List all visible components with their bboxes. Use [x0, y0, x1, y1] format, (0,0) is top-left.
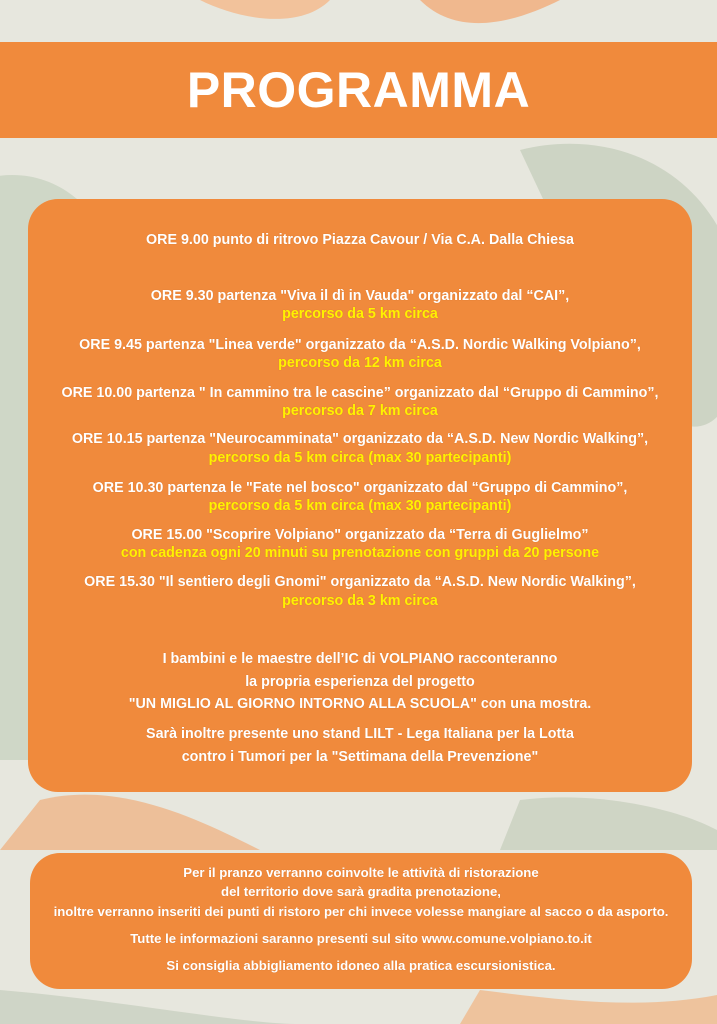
program-item-detail: percorso da 3 km circa — [282, 593, 438, 609]
website-text: Tutte le informazioni saranno presenti sul sito www.comune.volpiano.to.it — [130, 931, 592, 946]
program-item-detail: percorso da 5 km circa (max 30 partecipanti) — [208, 498, 512, 514]
clothing-advice-text: Si consiglia abbigliamento idoneo alla pratica escursionistica. — [166, 958, 556, 973]
program-panel — [28, 199, 692, 792]
program-item-detail: percorso da 7 km circa — [282, 403, 438, 419]
program-item-time: ORE 10.15 partenza "Neurocamminata" organizzato da “A.S.D. New Nordic Walking”, — [71, 431, 649, 447]
program-item-detail: percorso da 5 km circa — [282, 306, 438, 322]
info-text: Per il pranzo verranno coinvolte le attività di ristorazione — [183, 865, 539, 880]
program-item-time: ORE 15.00 "Scoprire Volpiano" organizzato da “Terra di Guglielmo” — [131, 527, 589, 543]
school-text: "UN MIGLIO AL GIORNO INTORNO ALLA SCUOLA" con una mostra. — [128, 696, 592, 712]
school-text: la propria esperienza del progetto — [245, 674, 475, 690]
info-text: del territorio dove sarà gradita prenotazione, — [221, 884, 501, 899]
info-text: inoltre verranno inseriti dei punti di ristoro per chi invece volesse mangiare al sacco o da asporto. — [53, 904, 669, 919]
program-item-time: ORE 9.30 partenza "Viva il dì in Vauda" organizzato dal “CAI”, — [150, 288, 570, 304]
lilt-text: contro i Tumori per la "Settimana della Prevenzione" — [181, 749, 539, 765]
page-title: PROGRAMMA — [186, 62, 531, 118]
header-banner — [0, 42, 717, 138]
program-item-detail: percorso da 12 km circa — [278, 355, 442, 371]
program-item-time: ORE 10.00 partenza " In cammino tra le cascine” organizzato dal “Gruppo di Cammino”, — [61, 385, 659, 401]
program-item-time: ORE 10.30 partenza le "Fate nel bosco" organizzato dal “Gruppo di Cammino”, — [92, 480, 628, 496]
program-item-detail: con cadenza ogni 20 minuti su prenotazione con gruppi da 20 persone — [120, 545, 600, 561]
program-item-detail: percorso da 5 km circa (max 30 partecipanti) — [208, 450, 512, 466]
program-item-time: ORE 9.45 partenza "Linea verde" organizzato da “A.S.D. Nordic Walking Volpiano”, — [79, 337, 641, 353]
info-panel — [30, 853, 692, 989]
lilt-text: Sarà inoltre presente uno stand LILT - Lega Italiana per la Lotta — [146, 726, 574, 742]
program-item-time: ORE 15.30 "Il sentiero degli Gnomi" organizzato da “A.S.D. New Nordic Walking”, — [84, 574, 636, 590]
program-item-time: ORE 9.00 punto di ritrovo Piazza Cavour / Via C.A. Dalla Chiesa — [146, 232, 574, 248]
school-text: I bambini e le maestre dell’IC di VOLPIANO racconteranno — [162, 651, 558, 667]
